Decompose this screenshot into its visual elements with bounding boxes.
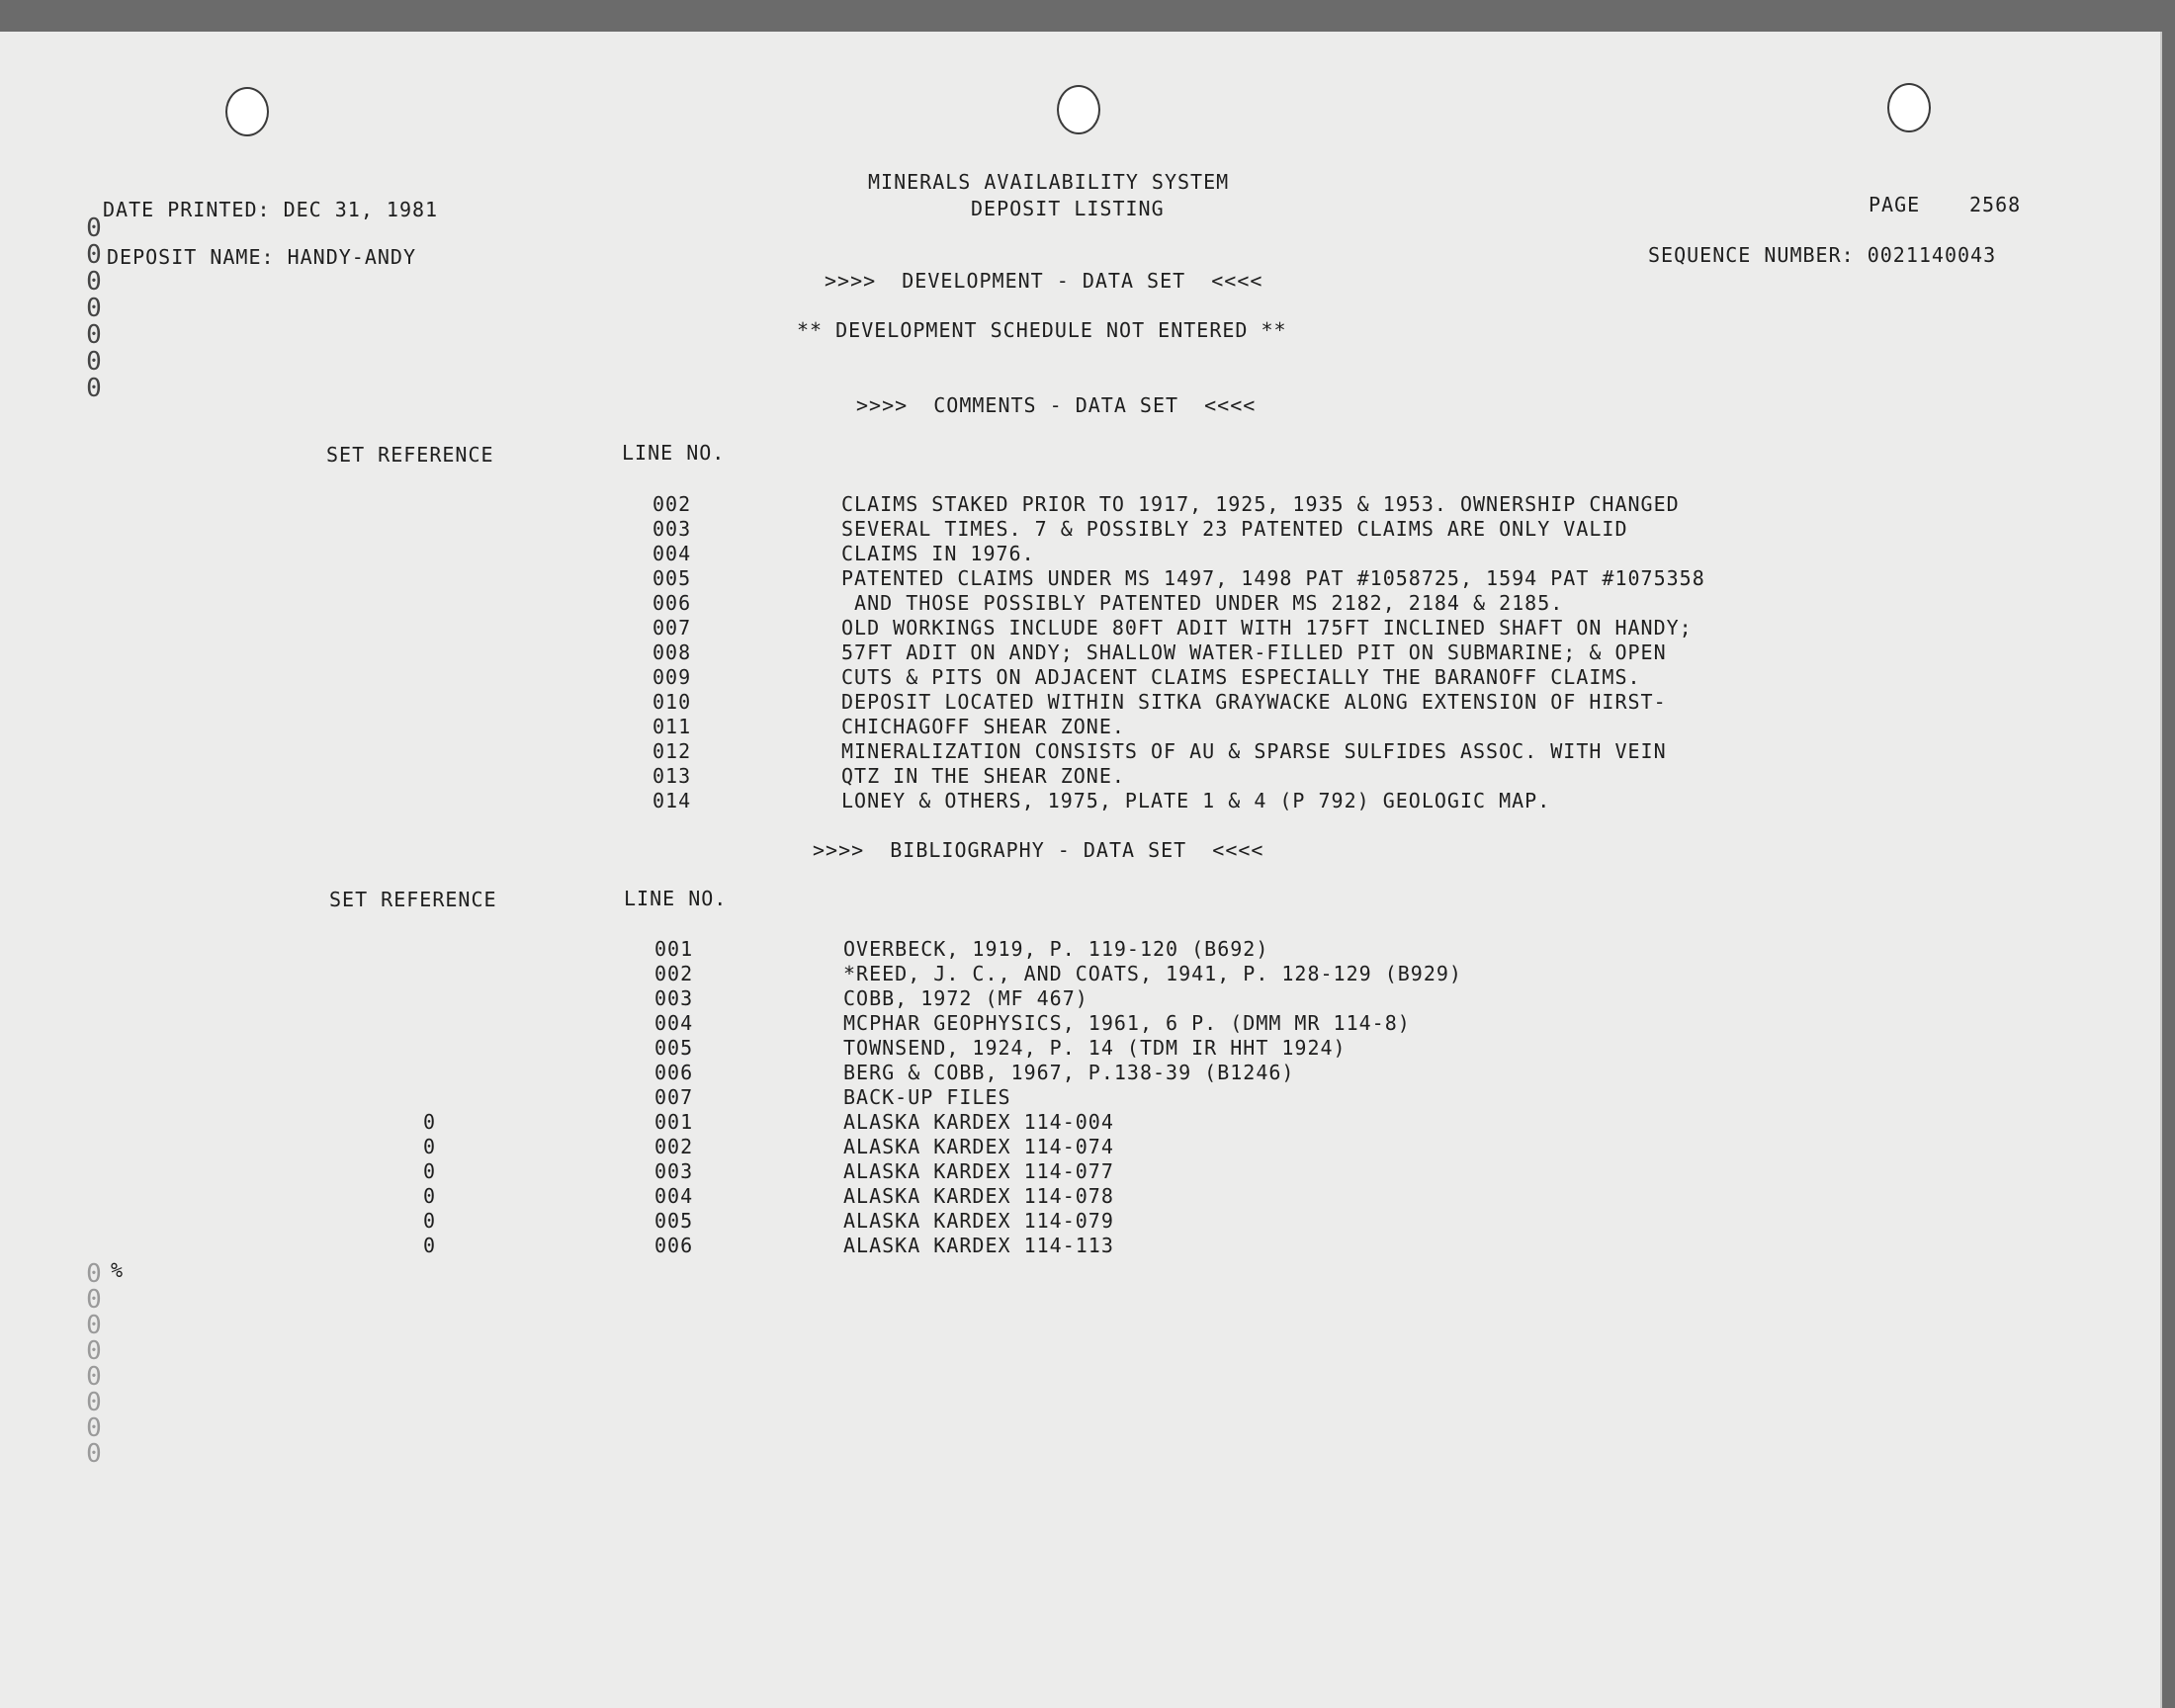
deposit-name: DEPOSIT NAME: HANDY-ANDY	[107, 245, 416, 269]
page-number: 2568	[1969, 193, 2022, 216]
development-title: >>>> DEVELOPMENT - DATA SET <<<<	[825, 269, 1263, 293]
punch-hole-center	[1057, 85, 1100, 134]
bibliography-title: >>>> BIBLIOGRAPHY - DATA SET <<<<	[813, 838, 1264, 862]
printout-page: 0 0 0 0 0 0 0 0 0 0 0 0 0 0 0 % MINERALS AVAILABILITY SYSTEM DEPOSIT LISTING DATE PRINTED: DEC 31, 1981 PAGE 2568 DEPOSIT NAME: HANDY-ANDY SEQUENCE NUMBER: 0021140043 >>>> DEVELOPMENT - DATA SET <<<< ** DEVELOPMENT SCHEDULE NOT ENTERED ** >>>> COMMENTS - DATA SET <<<< SET REFERENCE LINE NO. 002 CLAIMS STAKED PRIOR TO 1917, 1925, 1935 & 1953. OWNERSHIP CHANGED 003 SEVERAL TIMES. 7 & POSSIBLY 23 PATENTED CLAIMS ARE ONLY VALID 004 CLAIMS IN 1976. 005 PATENTED CLAIMS UNDER MS 1497, 1498 PAT #1058725, 1594 PAT #1075358 006 AND THOSE POSSIBLY PATENTED UNDER MS 2182, 2184 & 2185. 007 OLD WORKINGS INCLUDE 80FT ADIT WITH 175FT INCLINED SHAFT ON HANDY; 008 57FT ADIT ON ANDY; SHALLOW WATER-FILLED PIT ON SUBMARINE; & OPEN 009 CUTS & PITS ON ADJACENT CLAIMS ESPECIALLY THE BARANOFF CLAIMS. 010 DEPOSIT LOCATED WITHIN SITKA GRAYWACKE ALONG EXTENSION OF HIRST- 011 CHICHAGOFF SHEAR ZONE. 012 MINERALIZATION CONSISTS OF AU & SPARSE SULFIDES ASSOC. WITH VEIN 013 QTZ IN THE SHEAR ZONE. 014 LONEY & OTHERS, 1975, PLATE 1 & 4 (P 792) GEOLOGIC MAP. >>>> BIBLIOGRAPHY - DATA SET <<<< SET REFERENCE LINE NO. 001 OVERBECK, 1919, P. 119-120 (B692) 002 *REED, J. C., AND COATS, 1941, P. 128-129 (B929) 003 COBB, 1972 (MF 467) 004 MCPHAR GEOPHYSICS, 1961, 6 P. (DMM MR 114-8) 005 TOWNSEND, 1924, P. 14 (TDM IR HHT 1924) 006 BERG & COBB, 1967, P.138-39 (B1246) 007 BACK-UP FILES 0 001 ALASKA KARDEX 114-004 0 002 ALASKA KARDEX 114-074 0 003 ALASKA KARDEX 114-077 0 004 ALASKA KARDEX 114-078 0 005 ALASKA KARDEX 114-079 0 006 ALASKA KARDEX 114-113	[0, 32, 2162, 1708]
margin-mark: 0	[86, 294, 102, 323]
date-printed: DATE PRINTED: DEC 31, 1981	[103, 198, 439, 221]
margin-mark: 0	[86, 240, 102, 270]
margin-mark: 0	[86, 320, 102, 350]
listing-title: DEPOSIT LISTING	[971, 197, 1165, 220]
sequence-number: SEQUENCE NUMBER: 0021140043	[1648, 243, 1997, 267]
margin-mark: 0	[86, 347, 102, 377]
comments-col-line-no: LINE NO.	[622, 441, 726, 465]
development-note: ** DEVELOPMENT SCHEDULE NOT ENTERED **	[797, 318, 1287, 342]
comments-list: 002 CLAIMS STAKED PRIOR TO 1917, 1925, 1935 & 1953. OWNERSHIP CHANGED 003 SEVERAL TIMES. 7 & POSSIBLY 23 PATENTED CLAIMS ARE ONLY VALID 004 CLAIMS IN 1976. 005 PATENTED CLAIMS UNDER MS 1497, 1498 PAT #1058725, 1594 PAT #1075358 006 AND THOSE POSSIBLY PATENTED UNDER MS 2182, 2184 & 2185. 007 OLD WORKINGS INCLUDE 80FT ADIT WITH 175FT INCLINED SHAFT ON HANDY; 008 57FT ADIT ON ANDY; SHALLOW WATER-FILLED PIT ON SUBMARINE; & OPEN 009 CUTS & PITS ON ADJACENT CLAIMS ESPECIALLY THE BARANOFF CLAIMS. 010 DEPOSIT LOCATED WITHIN SITKA GRAYWACKE ALONG EXTENSION OF HIRST- 011 CHICHAGOFF SHEAR ZONE. 012 MINERALIZATION CONSISTS OF AU & SPARSE SULFIDES ASSOC. WITH VEIN 013 QTZ IN THE SHEAR ZONE. 014 LONEY & OTHERS, 1975, PLATE 1 & 4 (P 792) GEOLOGIC MAP.	[652, 492, 1705, 812]
bibliography-list: 001 OVERBECK, 1919, P. 119-120 (B692) 002 *REED, J. C., AND COATS, 1941, P. 128-129 (B929) 003 COBB, 1972 (MF 467) 004 MCPHAR GEOPHYSICS, 1961, 6 P. (DMM MR 114-8) 005 TOWNSEND, 1924, P. 14 (TDM IR HHT 1924) 006 BERG & COBB, 1967, P.138-39 (B1246) 007 BACK-UP FILES 0 001 ALASKA KARDEX 114-004 0 002 ALASKA KARDEX 114-074 0 003 ALASKA KARDEX 114-077 0 004 ALASKA KARDEX 114-078 0 005 ALASKA KARDEX 114-079 0 006 ALASKA KARDEX 114-113	[423, 937, 1462, 1257]
bibliography-col-line-no: LINE NO.	[624, 887, 728, 910]
punch-hole-left	[225, 87, 269, 136]
margin-mark: 0	[86, 374, 102, 403]
system-title: MINERALS AVAILABILITY SYSTEM	[868, 170, 1230, 194]
margin-mark: 0	[86, 267, 102, 297]
bibliography-col-set-reference: SET REFERENCE	[329, 888, 497, 911]
punch-hole-right	[1887, 83, 1931, 132]
margin-mark: 0	[86, 214, 102, 243]
page-label: PAGE	[1869, 193, 1921, 216]
percent-mark: %	[111, 1258, 125, 1282]
comments-col-set-reference: SET REFERENCE	[326, 443, 494, 467]
comments-title: >>>> COMMENTS - DATA SET <<<<	[856, 393, 1257, 417]
